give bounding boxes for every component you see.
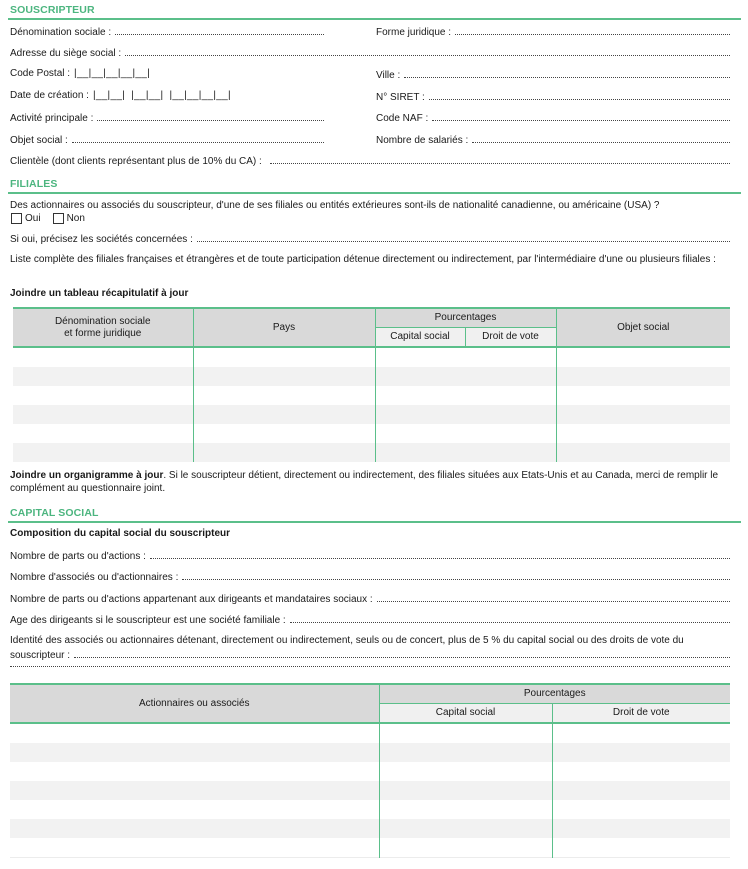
input-identite-associes[interactable] xyxy=(74,647,730,658)
identite-associes-line1: Identité des associés ou actionnaires détenant, directement ou indirectement, seuls ou de concert, plus de 5 % du capital social ou des droits de vote du xyxy=(10,635,684,646)
table-row xyxy=(13,367,730,386)
input-nombre-associes[interactable] xyxy=(182,569,730,580)
col-header-actionnaires: Actionnaires ou associés xyxy=(10,684,379,723)
label-denomination-sociale: Dénomination sociale : xyxy=(10,27,112,38)
label-nombre-parts: Nombre de parts ou d'actions : xyxy=(10,551,146,562)
col-header-capital-social: Capital social xyxy=(379,703,552,723)
cell-droit-vote[interactable] xyxy=(552,723,730,743)
cell-pays[interactable] xyxy=(193,443,375,462)
nationalite-options xyxy=(11,212,85,225)
input-nombre-salaries[interactable] xyxy=(472,132,730,143)
table-row xyxy=(10,838,730,858)
field-identite-associes[interactable] xyxy=(10,647,730,661)
cell-pays[interactable] xyxy=(193,367,375,386)
label-siret: N° SIRET : xyxy=(376,92,425,103)
cell-pays[interactable] xyxy=(193,386,375,405)
input-code-postal-boxes[interactable]: |__|__|__|__|__| xyxy=(74,68,151,79)
checkbox-non[interactable] xyxy=(53,212,85,225)
cell-droit-vote[interactable] xyxy=(465,386,556,405)
cell-capital-social[interactable] xyxy=(375,367,465,386)
filiales-table xyxy=(13,307,730,462)
col-header-pays: Pays xyxy=(193,308,375,347)
cell-pays[interactable] xyxy=(193,424,375,443)
cell-droit-vote[interactable] xyxy=(552,819,730,838)
input-objet-social[interactable] xyxy=(72,132,324,143)
table-row xyxy=(10,762,730,781)
input-forme-juridique[interactable] xyxy=(455,24,730,35)
table-row xyxy=(13,443,730,462)
section-rule xyxy=(8,18,741,20)
cell-denomination[interactable] xyxy=(13,405,193,424)
field-nombre-associes[interactable] xyxy=(10,569,730,583)
cell-droit-vote[interactable] xyxy=(465,347,556,367)
label-age-dirigeants: Age des dirigeants si le souscripteur est une société familiale : xyxy=(10,615,286,626)
cell-objet-social[interactable] xyxy=(556,386,730,405)
field-parts-dirigeants[interactable] xyxy=(10,591,730,605)
cell-denomination[interactable] xyxy=(13,443,193,462)
input-clientele[interactable] xyxy=(270,153,730,164)
field-adresse-siege[interactable] xyxy=(10,45,730,59)
organigramme-text xyxy=(10,469,732,495)
cell-denomination[interactable] xyxy=(13,386,193,405)
label-date-creation: Date de création : xyxy=(10,90,89,101)
field-si-oui[interactable] xyxy=(10,231,730,245)
field-clientele[interactable] xyxy=(10,153,730,167)
cell-capital-social[interactable] xyxy=(379,819,552,838)
organigramme-bold: Joindre un organigramme à jour xyxy=(10,470,164,481)
section-title-filiales: FILIALES xyxy=(10,178,58,190)
field-date-creation[interactable] xyxy=(10,89,231,103)
cell-droit-vote[interactable] xyxy=(552,838,730,858)
cell-objet-social[interactable] xyxy=(556,347,730,367)
table-row xyxy=(10,800,730,819)
field-nombre-salaries[interactable] xyxy=(376,132,730,146)
section-rule xyxy=(8,192,741,194)
label-nombre-salaries: Nombre de salariés : xyxy=(376,135,469,146)
label-si-oui: Si oui, précisez les sociétés concernées : xyxy=(10,234,193,245)
label-forme-juridique: Forme juridique : xyxy=(376,27,452,38)
cell-droit-vote[interactable] xyxy=(465,405,556,424)
checkbox-oui[interactable] xyxy=(11,212,41,225)
table-row xyxy=(10,743,730,762)
cell-capital-social[interactable] xyxy=(375,347,465,367)
section-title-souscripteur: SOUSCRIPTEUR xyxy=(10,4,95,16)
label-code-naf: Code NAF : xyxy=(376,113,429,124)
field-activite-principale[interactable] xyxy=(10,110,324,124)
field-code-postal[interactable] xyxy=(10,67,150,81)
cell-capital-social[interactable] xyxy=(375,443,465,462)
cell-capital-social[interactable] xyxy=(379,723,552,743)
cell-actionnaire[interactable] xyxy=(10,762,379,781)
cell-capital-social[interactable] xyxy=(375,424,465,443)
joindre-tableau-text: Joindre un tableau récapitulatif à jour xyxy=(10,288,189,299)
input-code-naf[interactable] xyxy=(432,110,730,121)
col-header-objet-social: Objet social xyxy=(556,308,730,347)
section-rule xyxy=(8,521,741,523)
table-row xyxy=(13,405,730,424)
col-header-denomination xyxy=(13,308,193,347)
cell-droit-vote[interactable] xyxy=(552,781,730,800)
input-si-oui[interactable] xyxy=(197,231,730,242)
label-ville: Ville : xyxy=(376,70,401,81)
table-row xyxy=(10,781,730,800)
cell-actionnaire[interactable] xyxy=(10,800,379,819)
liste-filiales-text: Liste complète des filiales françaises et étrangères et de toute participation détenue directement ou indirectement, par l'intermédiaire d'une ou plusieurs filiales : xyxy=(10,254,716,265)
cell-actionnaire[interactable] xyxy=(10,781,379,800)
label-adresse-siege: Adresse du siège social : xyxy=(10,48,122,59)
col-header-droit-vote: Droit de vote xyxy=(552,703,730,723)
col-header-pourcentages: Pourcentages xyxy=(375,308,556,327)
label-identite-associes: souscripteur : xyxy=(10,650,71,661)
cell-droit-vote[interactable] xyxy=(465,424,556,443)
cell-capital-social[interactable] xyxy=(379,800,552,819)
organigramme-rest: . Si le souscripteur détient, directement ou indirectement, des filiales situées aux Etats-Unis et au Canada, merci de remplir le complément au questionnaire joint. xyxy=(10,470,719,494)
cell-capital-social[interactable] xyxy=(379,762,552,781)
field-ville[interactable] xyxy=(376,67,730,81)
input-date-creation-boxes[interactable]: |__|__| |__|__| |__|__|__|__| xyxy=(92,90,231,101)
col-header-denomination-line2: et forme juridique xyxy=(64,327,142,339)
cell-denomination[interactable] xyxy=(13,347,193,367)
cell-droit-vote[interactable] xyxy=(465,367,556,386)
cell-objet-social[interactable] xyxy=(556,405,730,424)
checkbox-icon[interactable] xyxy=(53,213,64,224)
cell-capital-social[interactable] xyxy=(379,838,552,858)
cell-actionnaire[interactable] xyxy=(10,819,379,838)
checkbox-oui-label: Oui xyxy=(25,213,41,224)
input-identite-associes-continuation[interactable] xyxy=(10,666,730,667)
col-header-denomination-line1: Dénomination sociale xyxy=(54,315,151,327)
input-age-dirigeants[interactable] xyxy=(290,612,730,623)
cell-actionnaire[interactable] xyxy=(10,723,379,743)
field-nombre-parts[interactable] xyxy=(10,548,730,562)
col-header-droit-vote: Droit de vote xyxy=(465,327,556,347)
field-forme-juridique[interactable] xyxy=(376,24,730,38)
cell-objet-social[interactable] xyxy=(556,367,730,386)
cell-droit-vote[interactable] xyxy=(465,443,556,462)
table-row xyxy=(13,424,730,443)
input-siret[interactable] xyxy=(429,89,730,100)
field-denomination-sociale[interactable] xyxy=(10,24,324,38)
cell-objet-social[interactable] xyxy=(556,424,730,443)
label-objet-social: Objet social : xyxy=(10,135,68,146)
input-denomination-sociale[interactable] xyxy=(115,24,324,35)
table-row xyxy=(10,723,730,743)
cell-capital-social[interactable] xyxy=(379,781,552,800)
cell-actionnaire[interactable] xyxy=(10,838,379,858)
cell-droit-vote[interactable] xyxy=(552,762,730,781)
checkbox-icon[interactable] xyxy=(11,213,22,224)
col-header-capital-social: Capital social xyxy=(375,327,465,347)
field-objet-social[interactable] xyxy=(10,132,324,146)
question-nationalite: Des actionnaires ou associés du souscripteur, d'une de ses filiales ou entités extérieures sont-ils de nationalité canadienne, ou américaine (USA) ? xyxy=(10,200,660,211)
table-row xyxy=(13,347,730,367)
checkbox-non-label: Non xyxy=(66,213,85,224)
field-age-dirigeants[interactable] xyxy=(10,612,730,626)
cell-capital-social[interactable] xyxy=(379,743,552,762)
cell-actionnaire[interactable] xyxy=(10,743,379,762)
label-parts-dirigeants: Nombre de parts ou d'actions appartenant aux dirigeants et mandataires sociaux : xyxy=(10,594,373,605)
cell-denomination[interactable] xyxy=(13,424,193,443)
cell-capital-social[interactable] xyxy=(375,386,465,405)
input-adresse-siege[interactable] xyxy=(125,45,730,56)
cell-droit-vote[interactable] xyxy=(552,743,730,762)
actionnaires-table xyxy=(10,683,730,858)
cell-pays[interactable] xyxy=(193,405,375,424)
table-row xyxy=(13,386,730,405)
label-activite-principale: Activité principale : xyxy=(10,113,94,124)
input-ville[interactable] xyxy=(404,67,730,78)
cell-droit-vote[interactable] xyxy=(552,800,730,819)
label-clientele: Clientèle (dont clients représentant plus de 10% du CA) : xyxy=(10,156,262,167)
cell-denomination[interactable] xyxy=(13,367,193,386)
cell-capital-social[interactable] xyxy=(375,405,465,424)
input-activite-principale[interactable] xyxy=(97,110,324,121)
label-nombre-associes: Nombre d'associés ou d'actionnaires : xyxy=(10,572,179,583)
input-nombre-parts[interactable] xyxy=(150,548,730,559)
composition-title: Composition du capital social du souscripteur xyxy=(10,528,231,539)
table-row xyxy=(10,819,730,838)
cell-pays[interactable] xyxy=(193,347,375,367)
field-siret[interactable] xyxy=(376,89,730,103)
field-code-naf[interactable] xyxy=(376,110,730,124)
section-title-capital-social: CAPITAL SOCIAL xyxy=(10,507,99,519)
label-code-postal: Code Postal : xyxy=(10,68,71,79)
input-parts-dirigeants[interactable] xyxy=(377,591,730,602)
col-header-pourcentages: Pourcentages xyxy=(379,684,730,703)
cell-objet-social[interactable] xyxy=(556,443,730,462)
